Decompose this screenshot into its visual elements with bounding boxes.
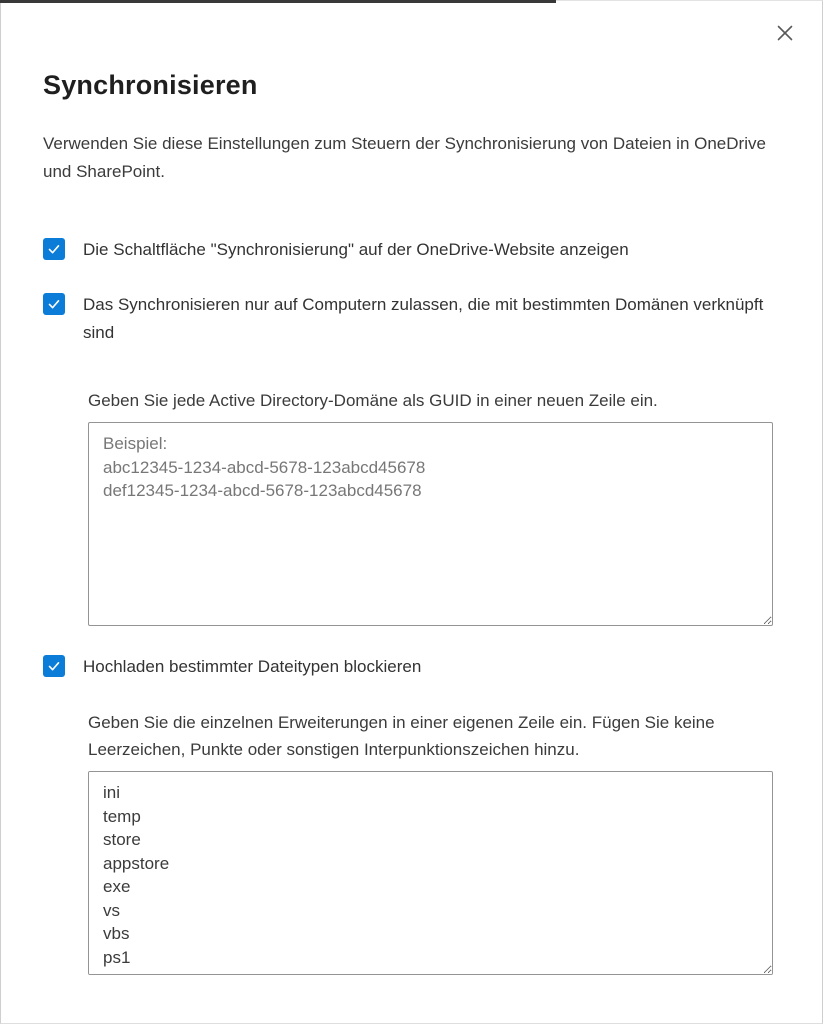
- domains-guid-textarea[interactable]: [88, 422, 773, 626]
- checkbox-label: Hochladen bestimmter Dateitypen blockieren: [83, 657, 422, 676]
- blocked-extensions-textarea[interactable]: [88, 771, 773, 975]
- checkbox-row-block-filetypes[interactable]: [43, 653, 780, 681]
- dialog-description: Verwenden Sie diese Einstellungen zum Steuern der Synchronisierung von Dateien in OneDrive und SharePoint.: [43, 134, 766, 181]
- checkbox-label: Das Synchronisieren nur auf Computern zulassen, die mit bestimmten Domänen verknüpft sind: [83, 295, 764, 342]
- dialog-content: [43, 0, 780, 975]
- extensions-field-label: Geben Sie die einzelnen Erweiterungen in einer eigenen Zeile ein. Fügen Sie keine Leerzeichen, Punkte oder sonstigen Interpunktionszeichen hinzu.: [88, 713, 715, 759]
- checkbox-checked-icon[interactable]: [43, 238, 65, 260]
- domains-field-label: Geben Sie jede Active Directory-Domäne als GUID in einer neuen Zeile ein.: [88, 391, 658, 410]
- checkbox-row-allow-sync-domains[interactable]: [43, 291, 780, 347]
- checkbox-checked-icon[interactable]: [43, 293, 65, 315]
- page-title: Synchronisieren: [43, 70, 258, 100]
- checkbox-checked-icon[interactable]: [43, 655, 65, 677]
- checkbox-row-show-sync-button[interactable]: [43, 236, 780, 264]
- checkbox-label: Die Schaltfläche "Synchronisierung" auf der OneDrive-Website anzeigen: [83, 240, 629, 259]
